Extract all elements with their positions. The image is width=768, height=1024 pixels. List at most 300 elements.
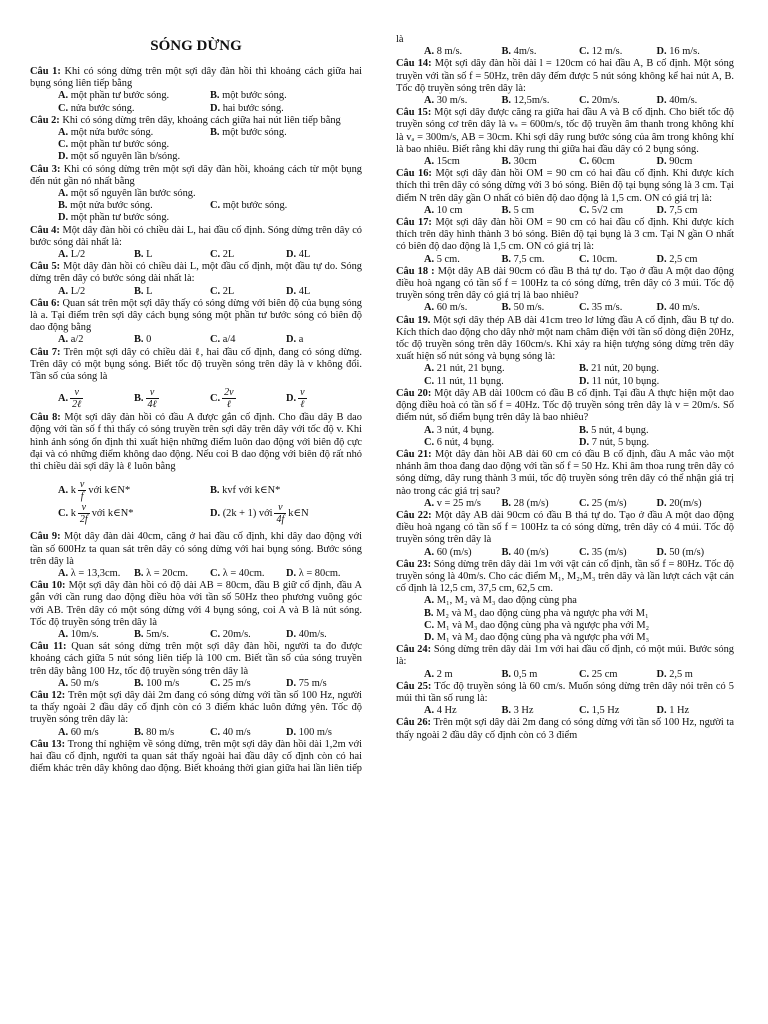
answer-option — [58, 568, 134, 580]
question-text — [30, 164, 362, 188]
question-number: Câu 12: — [30, 689, 66, 701]
option-text: M₁, M₂ và M₃ dao động cùng pha — [436, 595, 577, 607]
answer-option — [502, 547, 580, 559]
question-body: Một dây đàn hồi có chiều dài L, hai đầu cố định. Sóng dừng trên dây có bước sóng dài nhất là: — [30, 224, 362, 248]
option-text: 5m/s. — [146, 628, 169, 640]
question-number: Câu 13: — [30, 738, 66, 750]
question-body: Khi có sóng dừng trên một sợi dây đàn hồi, khoảng cách từ một bụng đến nút gần nó nhất bằng — [30, 163, 362, 187]
option-text: 5√2 cm — [591, 204, 624, 216]
option-text: 2 m — [436, 668, 453, 680]
fraction — [70, 387, 83, 410]
option-text: 40 m/s — [222, 726, 251, 738]
option-letter: C. — [210, 567, 221, 579]
fraction — [78, 502, 90, 525]
left-column — [30, 34, 362, 775]
answer-option — [210, 502, 362, 525]
question-number: Câu 11: — [30, 641, 67, 653]
fraction-numerator: v — [78, 502, 90, 514]
answer-options — [30, 387, 362, 410]
question-text — [30, 298, 362, 335]
fraction-denominator: f — [80, 491, 84, 503]
fraction — [78, 479, 86, 502]
option-text: k — [70, 508, 76, 520]
option-letter: D. — [286, 628, 297, 640]
option-letter: A. — [424, 253, 435, 265]
answer-options — [396, 498, 734, 510]
option-letter: B. — [134, 249, 144, 261]
answer-options — [30, 249, 362, 261]
option-letter: C. — [210, 249, 221, 261]
answer-option — [579, 376, 734, 388]
question-body: Khi có sóng dừng trên một sợi dây đàn hồi thì khoảng cách giữa hai bụng sóng liên tiếp bằng — [30, 66, 362, 90]
answer-options — [396, 547, 734, 559]
answer-option — [502, 302, 580, 314]
answer-options — [30, 127, 362, 164]
option-letter: B. — [134, 567, 144, 579]
answer-option — [424, 498, 502, 510]
answer-options — [396, 425, 734, 449]
question-body: Khi có sóng dừng trên dây, khoảng cách giữa hai nút liên tiếp bằng — [62, 114, 341, 126]
answer-option — [502, 95, 580, 107]
option-letter: D. — [656, 668, 667, 680]
answer-option — [210, 334, 286, 346]
question-body: Một dây AB dài 90cm có đầu B thả tự do. Tạo ở đầu A một dao động điều hoà ngang có tần số f = 100Hz ta có sóng dừng, trên dây có 4 múi. Tốc độ truyền sóng trên dây là — [396, 509, 734, 546]
answer-option — [579, 95, 657, 107]
option-letter: C. — [210, 726, 221, 738]
answer-option — [424, 376, 579, 388]
option-text: k∈N — [288, 508, 309, 520]
answer-option — [286, 249, 362, 261]
question-text — [396, 449, 734, 498]
answer-option — [502, 254, 580, 266]
question-number: Câu 25: — [396, 680, 432, 692]
question-number: Câu 17: — [396, 217, 432, 229]
option-letter: A. — [424, 595, 435, 607]
option-letter: B. — [210, 90, 220, 102]
option-letter: B. — [134, 393, 144, 405]
option-text: 2,5 m — [669, 668, 693, 680]
answer-option — [58, 678, 134, 690]
answer-option — [502, 156, 580, 168]
option-text: 90cm — [669, 156, 693, 168]
answer-option — [424, 254, 502, 266]
option-text: 25 cm — [591, 668, 618, 680]
answer-option — [286, 387, 362, 410]
answer-option — [210, 127, 362, 139]
option-letter: D. — [656, 46, 667, 58]
question-text — [30, 347, 362, 384]
option-letter: D. — [656, 302, 667, 314]
question-number: Câu 8: — [30, 412, 61, 424]
question-number: Câu 4: — [30, 224, 60, 236]
answer-option — [210, 103, 362, 115]
option-text: v = 25 m/s — [436, 497, 481, 509]
option-text: 11 nút, 10 bụng. — [591, 375, 660, 387]
answer-option — [579, 437, 734, 449]
option-text: kvf với k∈N* — [222, 484, 281, 496]
option-text: 6 nút, 4 bụng. — [436, 436, 495, 448]
question-text — [30, 66, 362, 90]
answer-option — [657, 95, 735, 107]
option-letter: D. — [286, 334, 297, 346]
option-text: 8 m/s. — [436, 46, 463, 58]
option-text: λ = 20cm. — [146, 567, 188, 579]
option-text: 20m/s. — [591, 95, 620, 107]
answer-option — [424, 425, 579, 437]
question-text — [396, 107, 734, 156]
option-text: 100 m/s — [298, 726, 332, 738]
answer-option — [657, 547, 735, 559]
answer-option — [502, 669, 580, 681]
option-text: 40 m/s. — [669, 302, 700, 314]
answer-option — [210, 485, 362, 497]
option-text: 21 nút, 21 bụng. — [436, 363, 505, 375]
option-letter: B. — [501, 156, 512, 168]
option-letter: D. — [656, 253, 667, 265]
answer-option — [58, 139, 362, 151]
option-text: nửa bước sóng. — [70, 102, 135, 114]
fraction-denominator: ℓ — [226, 399, 231, 411]
option-text: một phần tư bước sóng. — [70, 139, 170, 151]
option-text: một bước sóng. — [222, 90, 287, 102]
option-text: một phần tư bước sóng. — [70, 90, 170, 102]
option-text: L — [146, 285, 153, 297]
option-letter: C. — [579, 156, 590, 168]
option-text: 60 m/s — [70, 726, 99, 738]
fraction-numerator: v — [274, 502, 286, 514]
option-text: 35 m/s. — [591, 302, 623, 314]
answer-option — [579, 669, 657, 681]
page-title: SÓNG DỪNG — [150, 38, 242, 54]
option-text: 60 (m/s) — [436, 546, 472, 558]
answer-option — [579, 498, 657, 510]
answer-option — [286, 568, 362, 580]
answer-option — [134, 387, 210, 410]
option-text: 4L — [298, 285, 311, 297]
question-number: Câu 20: — [396, 387, 432, 399]
question-body: Trên một sợi dây dài 2m đang có sóng dừng với tần số 100 Hz, người ta thấy ngoài 2 đầu dây cố định còn có 3 điểm khác luôn đứng yên. Tốc độ truyền sóng trên dây là: — [30, 689, 363, 726]
question-body: Một sợi dây đàn hồi OM = 90 cm có hai đầu cố định. Khi được kích thích trên dây hình thành 3 bó sóng. Biên độ tại bụng là 3 cm. Tại N gần O nhất có biên độ dao động là 1,5 cm. ON có giá trị là: — [396, 217, 734, 253]
answer-options — [30, 286, 362, 298]
question-number: Câu 21: — [396, 448, 432, 460]
option-text: 40 (m/s) — [513, 546, 549, 558]
left-question-list — [30, 66, 362, 775]
fraction-denominator: ℓ — [300, 399, 305, 411]
option-text: 10cm. — [591, 253, 618, 265]
question-number: Câu 19. — [396, 314, 431, 326]
option-text: a — [298, 334, 304, 346]
question-body: Sóng dừng trên dây dài 1m với hai đầu cố định, có một múi. Bước sóng là: — [396, 644, 735, 668]
option-letter: D. — [286, 726, 297, 738]
option-letter: B. — [210, 127, 220, 139]
option-letter: B. — [134, 285, 144, 297]
question-number: Câu 24: — [396, 644, 432, 656]
option-text: 25 m/s — [222, 677, 251, 689]
question-number: Câu 14: — [396, 58, 432, 70]
question-text — [396, 217, 734, 254]
fraction — [222, 387, 235, 410]
answer-option — [286, 286, 362, 298]
answer-options — [30, 479, 362, 525]
option-text: 30cm — [513, 156, 537, 168]
option-letter: C. — [579, 95, 590, 107]
option-text: 4 Hz — [436, 705, 457, 717]
fraction-numerator: v — [70, 387, 83, 399]
question-text — [396, 58, 734, 95]
option-letter: C. — [424, 436, 435, 448]
option-text: 60 m/s. — [436, 302, 468, 314]
answer-option — [657, 254, 735, 266]
option-letter: B. — [501, 46, 512, 58]
option-letter: A. — [58, 90, 69, 102]
answer-option — [58, 629, 134, 641]
option-letter: C. — [424, 619, 435, 631]
question-text — [30, 690, 362, 727]
option-letter: A. — [58, 285, 69, 297]
question-body: là — [396, 34, 404, 45]
option-text: a/2 — [70, 334, 84, 346]
option-letter: C. — [579, 546, 590, 558]
option-text: 5 nút, 4 bụng. — [591, 424, 649, 436]
answer-option — [58, 249, 134, 261]
fraction-denominator: 2ℓ — [72, 399, 82, 411]
question-text — [30, 115, 362, 127]
question-body: Một dây đàn hồi có chiều dài L, một đầu cố định, một đầu tự do. Sóng dừng trên dây có bước sóng dài nhất là: — [30, 261, 362, 285]
answer-options — [30, 568, 362, 580]
option-letter: A. — [424, 95, 435, 107]
question-body: Trên một sợi dây dài 2m đang có sóng dừng với tần số 100 Hz, người ta thấy ngoài 2 đầu dây cố định còn có 3 điểm — [396, 717, 734, 741]
option-text: 16 m/s. — [669, 46, 700, 58]
option-text: λ = 13,3cm. — [70, 567, 121, 579]
question-number: Câu 22: — [396, 509, 432, 521]
answer-option — [58, 103, 210, 115]
option-letter: D. — [286, 677, 297, 689]
answer-option — [424, 620, 734, 632]
option-text: 7 nút, 5 bụng. — [591, 436, 650, 448]
answer-option — [579, 254, 657, 266]
question-text — [396, 644, 734, 668]
question-body: Sóng dừng trên dây dài 1m với vật cản cố định, tần số f = 80Hz. Tốc độ truyền sóng là 40m/s. Cho các điểm M₁, M₂,M₃ trên dây và lần lượt cách vật cản cố định là 12,5 cm, 37,5 cm, 62,5 cm. — [396, 558, 734, 595]
answer-option — [58, 212, 362, 224]
option-letter: A. — [424, 302, 435, 314]
answer-option — [424, 95, 502, 107]
option-letter: C. — [210, 393, 221, 405]
option-text: 20(m/s) — [669, 497, 702, 509]
answer-option — [210, 568, 286, 580]
question-body: Trong thí nghiệm về sóng dừng, trên một sợi dây đàn hồi dài 1,2m với hai đầu cố định, người ta quan sát thấy ngoài hai đầu dây cố định còn có hai điểm khác trên dây không dao động. Biết khoảng thời gian giữa hai lần liên tiếp — [30, 738, 363, 775]
option-letter: A. — [424, 363, 435, 375]
question-number: Câu 23: — [396, 558, 432, 570]
answer-option — [424, 302, 502, 314]
answer-option — [579, 302, 657, 314]
option-text: 3 nút, 4 bụng. — [436, 424, 495, 436]
option-text: 100 m/s — [146, 677, 180, 689]
answer-options — [396, 95, 734, 107]
question-text — [396, 681, 734, 705]
question-text — [396, 559, 734, 596]
answer-option — [210, 249, 286, 261]
answer-option — [424, 608, 734, 620]
option-text: 12 m/s. — [591, 46, 623, 58]
option-letter: A. — [58, 393, 69, 405]
answer-option — [58, 479, 210, 502]
option-letter: A. — [424, 497, 435, 509]
question-number: Câu 5: — [30, 261, 61, 273]
option-letter: D. — [656, 546, 667, 558]
option-letter: C. — [579, 302, 590, 314]
answer-option — [58, 90, 210, 102]
answer-options — [30, 334, 362, 346]
option-letter: B. — [501, 668, 512, 680]
option-letter: A. — [58, 567, 69, 579]
option-letter: B. — [579, 363, 589, 375]
answer-options — [396, 254, 734, 266]
answer-option — [134, 727, 210, 739]
answer-option — [210, 629, 286, 641]
answer-option — [134, 249, 210, 261]
option-text: M₁ và M₂ dao động cùng pha và ngược pha với M₃ — [436, 631, 650, 643]
answer-option — [134, 286, 210, 298]
answer-option — [134, 678, 210, 690]
option-letter: B. — [134, 628, 144, 640]
option-letter: A. — [424, 204, 435, 216]
option-letter: B. — [501, 253, 512, 265]
answer-options — [30, 188, 362, 225]
option-text: 0,5 m — [513, 668, 538, 680]
option-text: k — [70, 485, 76, 497]
answer-option — [58, 188, 362, 200]
right-question-list — [396, 34, 734, 742]
answer-option — [579, 156, 657, 168]
answer-options — [396, 363, 734, 387]
option-text: λ = 40cm. — [222, 567, 265, 579]
option-text: 25 (m/s) — [591, 497, 627, 509]
fraction — [274, 502, 286, 525]
answer-option — [424, 205, 502, 217]
answer-option — [58, 200, 210, 212]
option-letter: D. — [656, 156, 667, 168]
option-letter: D. — [656, 497, 667, 509]
option-letter: D. — [656, 95, 667, 107]
question-text — [396, 34, 734, 46]
fraction-numerator: v — [146, 387, 159, 399]
option-letter: C. — [210, 677, 221, 689]
option-text: 4m/s. — [513, 46, 537, 58]
option-text: 21 nút, 20 bụng. — [591, 363, 659, 375]
answer-option — [579, 425, 734, 437]
option-letter: C. — [58, 508, 69, 520]
option-letter: A. — [58, 726, 69, 738]
option-letter: B. — [210, 484, 220, 496]
question-text — [30, 225, 362, 249]
question-text — [396, 168, 734, 205]
answer-option — [286, 727, 362, 739]
question-number: Câu 3: — [30, 163, 61, 175]
question-text — [396, 510, 734, 547]
answer-option — [58, 334, 134, 346]
answer-options — [396, 595, 734, 644]
answer-options — [30, 678, 362, 690]
answer-option — [424, 669, 502, 681]
answer-option — [58, 127, 210, 139]
option-text: 5 cm — [513, 204, 535, 216]
answer-option — [58, 387, 134, 410]
option-letter: B. — [501, 302, 512, 314]
option-text: 1,5 Hz — [591, 705, 620, 717]
question-number: Câu 6: — [30, 297, 60, 309]
option-text: 0 — [146, 334, 152, 346]
question-text — [30, 412, 362, 473]
answer-option — [657, 669, 735, 681]
answer-option — [657, 705, 735, 717]
option-letter: D. — [210, 508, 221, 520]
answer-option — [424, 46, 502, 58]
question-number: Câu 16: — [396, 168, 432, 180]
question-body: Một dây đàn dài 40cm, căng ở hai đầu cố định, khi dây dao động với tần số 600Hz ta quan sát trên dây có sóng dừng với hai bụng sóng. Bước sóng trên dây là — [30, 531, 362, 567]
answer-option — [502, 205, 580, 217]
answer-option — [210, 90, 362, 102]
answer-option — [657, 302, 735, 314]
answer-option — [210, 727, 286, 739]
option-text: L/2 — [70, 249, 86, 261]
answer-option — [134, 629, 210, 641]
answer-option — [424, 363, 579, 375]
question-number: Câu 18 : — [396, 265, 435, 277]
answer-option — [58, 502, 210, 525]
question-number: Câu 15: — [396, 107, 432, 119]
option-text: 80 m/s — [146, 726, 175, 738]
option-letter: C. — [210, 200, 221, 212]
fraction — [298, 387, 306, 410]
option-text: một nửa bước sóng. — [70, 127, 154, 139]
option-text: 50 m/s — [70, 677, 99, 689]
answer-options — [396, 46, 734, 58]
option-text: một số nguyên lần bước sóng. — [70, 188, 196, 200]
option-letter: C. — [579, 204, 590, 216]
option-text: 75 m/s — [298, 677, 327, 689]
answer-options — [30, 629, 362, 641]
fraction-denominator: 4f — [276, 514, 285, 526]
option-text: 50 m/s. — [513, 302, 545, 314]
option-letter: D. — [286, 249, 297, 261]
question-body: Một dây AB dài 90cm có đầu B thả tự do. Tạo ở đầu A một dao động điều hoà ngang có tần số f = 100Hz ta có sóng dừng, trên dây có 3 múi. Tốc độ truyền sóng trên dây có giá trị là bao nhiêu? — [396, 265, 734, 302]
answer-option — [579, 205, 657, 217]
question-body: Một dây AB dài 100cm có đầu B cố định. Tại đầu A thực hiện một dao động điều hoà có tần số f = 40Hz. Tốc độ truyền sóng trên dây là v = 20m/s. Số điểm nút, số điểm bụng trên dây là bao nhiêu? — [396, 387, 734, 424]
question-number: Câu 7: — [30, 346, 61, 358]
answer-option — [657, 498, 735, 510]
answer-options — [396, 205, 734, 217]
question-number: Câu 9: — [30, 531, 61, 543]
answer-option — [424, 547, 502, 559]
fraction-numerator: 2v — [224, 387, 234, 399]
option-letter: C. — [210, 285, 221, 297]
option-letter: A. — [424, 546, 435, 558]
option-text: 50 (m/s) — [669, 546, 705, 558]
option-letter: A. — [424, 46, 435, 58]
option-letter: C. — [579, 705, 590, 717]
question-text — [396, 388, 734, 425]
answer-option — [424, 156, 502, 168]
option-letter: B. — [424, 607, 434, 619]
option-letter: A. — [424, 668, 435, 680]
question-text — [30, 531, 362, 568]
option-text: 60cm — [591, 156, 615, 168]
question-text — [30, 641, 362, 678]
option-letter: D. — [58, 212, 69, 224]
answer-option — [657, 46, 735, 58]
option-letter: B. — [501, 705, 512, 717]
option-text: 7,5 cm. — [513, 253, 545, 265]
